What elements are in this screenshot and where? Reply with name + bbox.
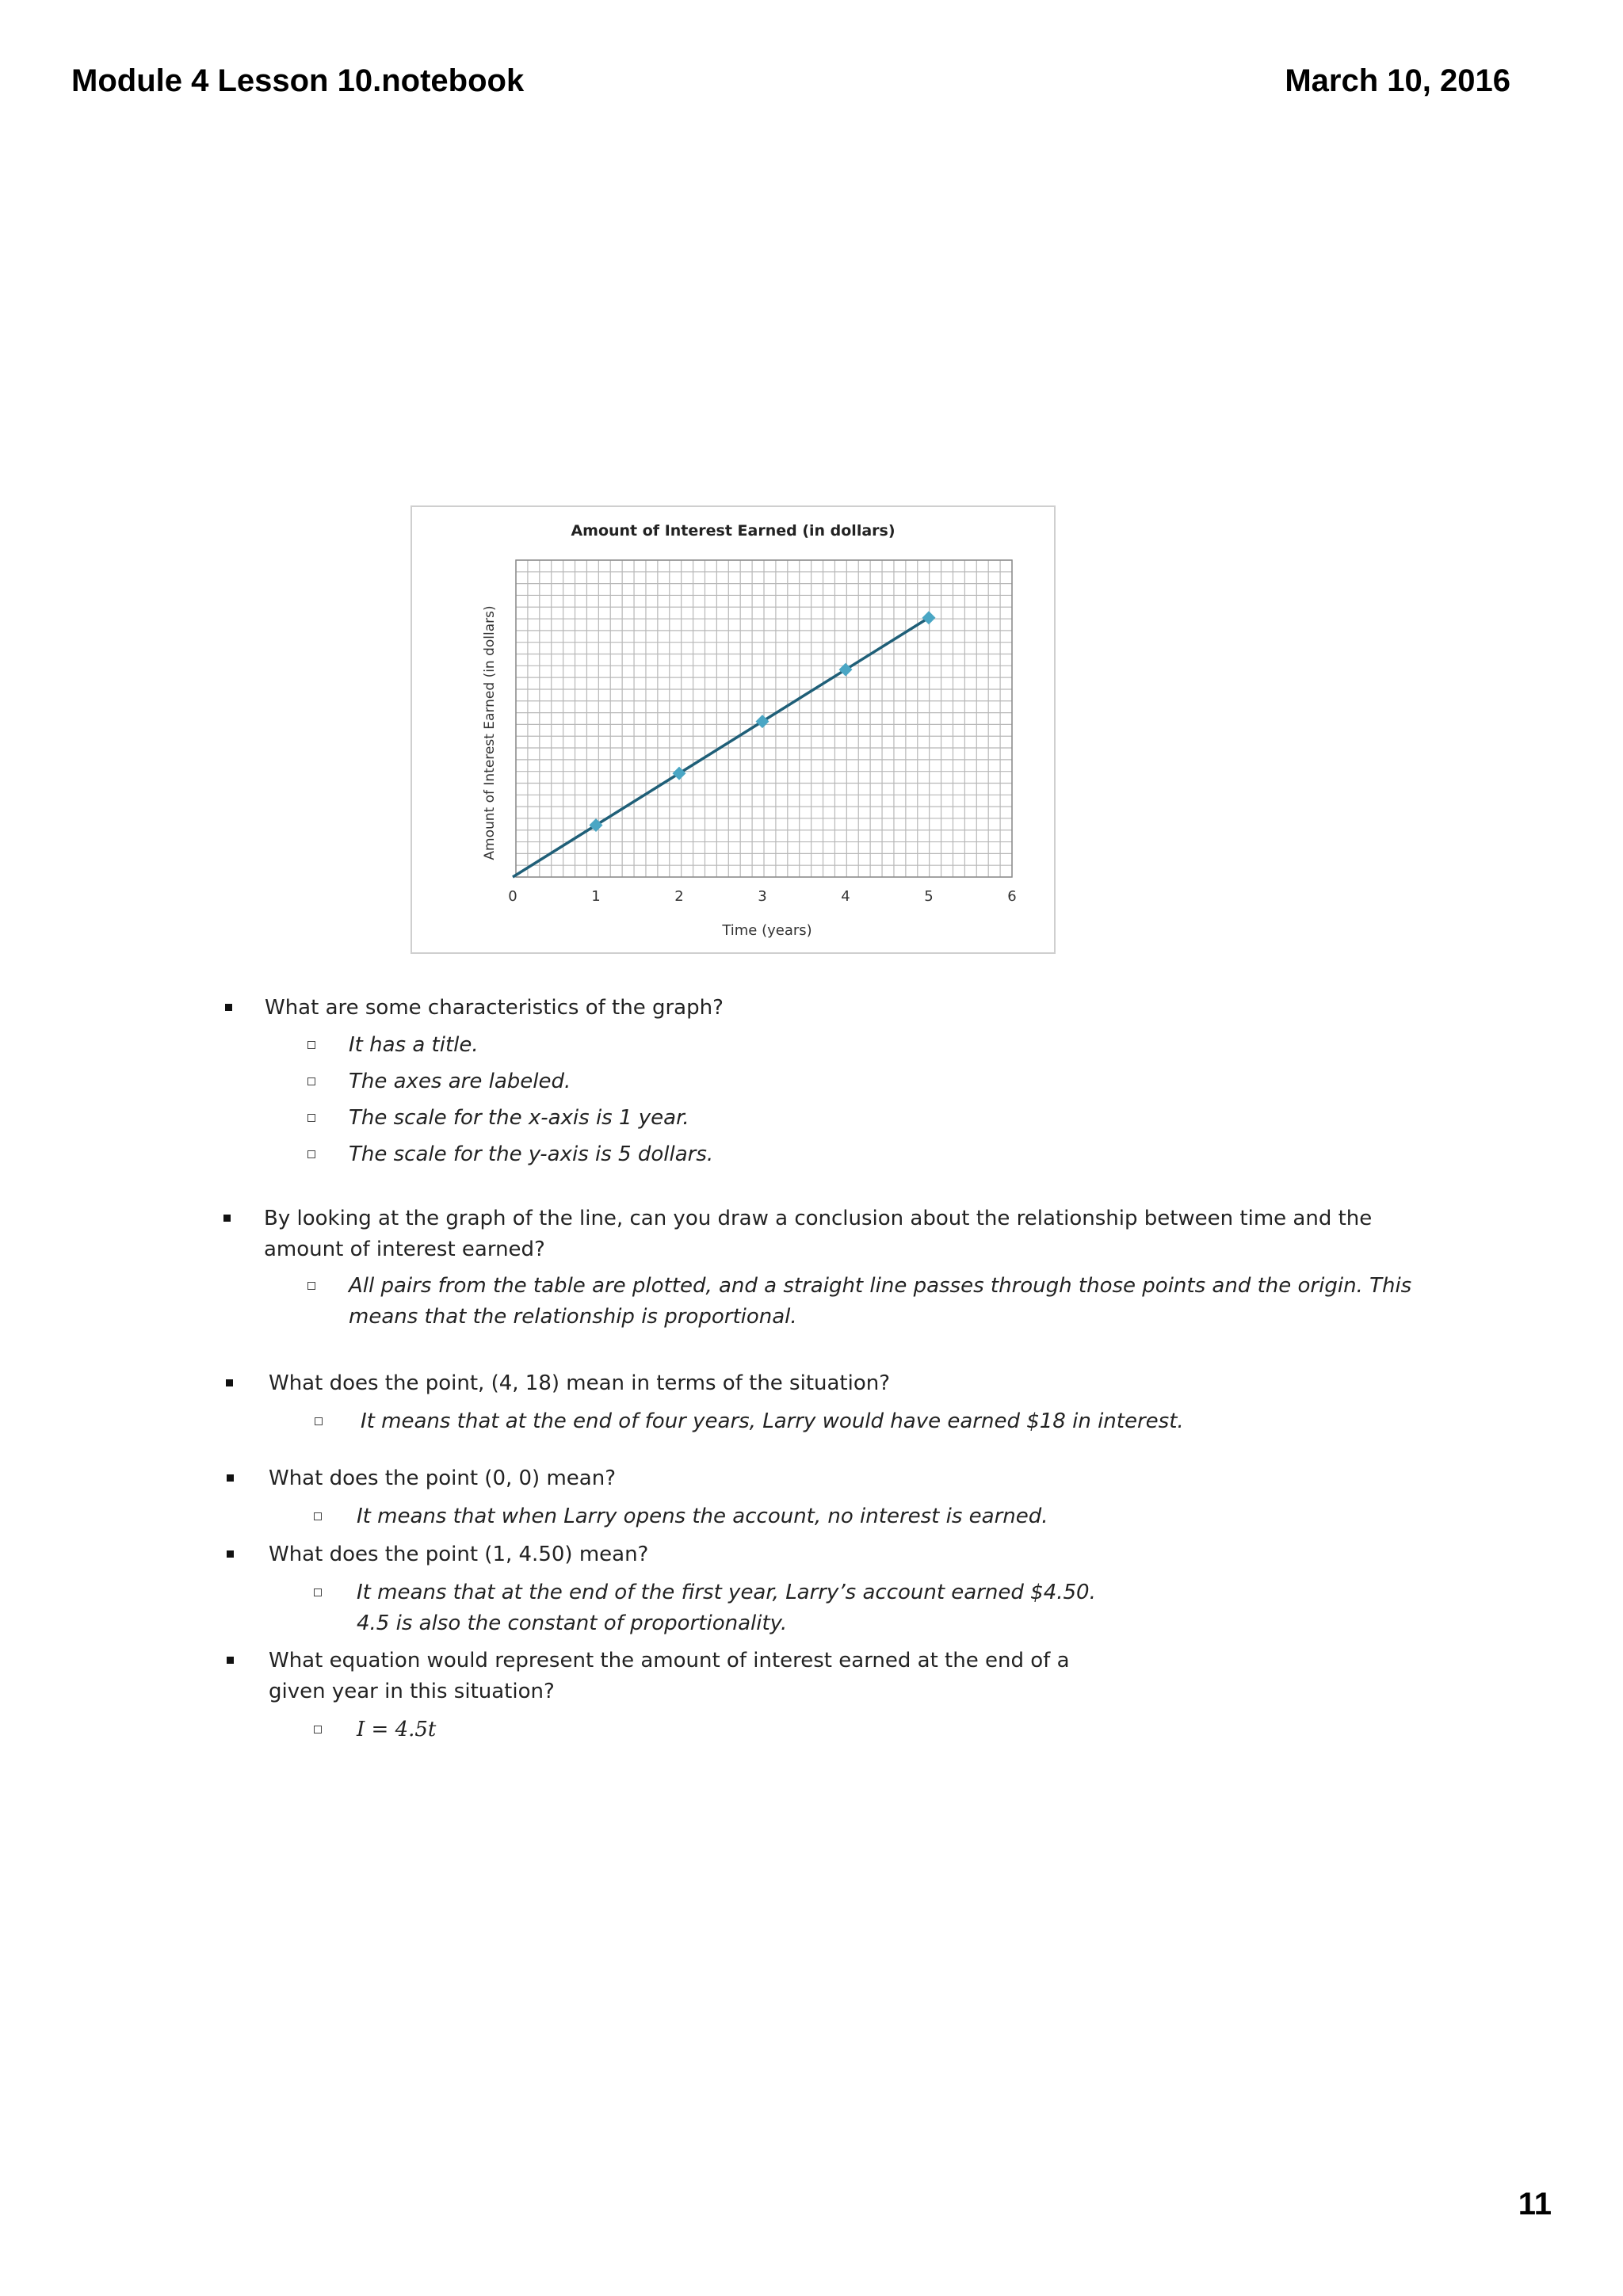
bullet bbox=[227, 1657, 234, 1664]
y-axis-label: Amount of Interest Earned (in dollars) bbox=[482, 605, 498, 860]
answer-1d: The scale for the y-axis is 5 dollars. bbox=[349, 1142, 714, 1166]
question-6-line1: What equation would represent the amount of interest earned at the end of a bbox=[269, 1649, 1070, 1672]
bullet bbox=[223, 1215, 231, 1222]
bullet bbox=[225, 1004, 232, 1011]
bullet bbox=[226, 1379, 233, 1386]
question-2-line2: amount of interest earned? bbox=[264, 1238, 545, 1261]
x-tick-label: 6 bbox=[1007, 888, 1017, 905]
answer-5-line2: 4.5 is also the constant of proportionality. bbox=[357, 1611, 788, 1635]
answer-3: It means that at the end of four years, Larry would have earned $18 in interest. bbox=[361, 1409, 1184, 1433]
data-point bbox=[839, 663, 853, 677]
sub-bullet bbox=[315, 1417, 323, 1425]
question-4: What does the point (0, 0) mean? bbox=[269, 1466, 617, 1490]
x-axis-label: Time (years) bbox=[722, 922, 812, 939]
answer-2-line1: All pairs from the table are plotted, and a straight line passes through those points and the origin. This bbox=[349, 1274, 1412, 1298]
x-tick-label: 1 bbox=[591, 888, 601, 905]
data-point bbox=[922, 611, 936, 624]
chart-title: Amount of Interest Earned (in dollars) bbox=[571, 522, 896, 540]
answer-2-line2: means that the relationship is proportional. bbox=[349, 1305, 797, 1329]
interest-chart bbox=[411, 505, 1056, 954]
bullet bbox=[227, 1474, 234, 1482]
sub-bullet bbox=[307, 1114, 315, 1122]
chart-x-ticks bbox=[508, 888, 1016, 905]
x-tick-label: 4 bbox=[841, 888, 850, 905]
answer-1b: The axes are labeled. bbox=[349, 1070, 571, 1093]
data-point bbox=[756, 715, 769, 728]
sub-bullet bbox=[314, 1726, 322, 1733]
x-tick-label: 0 bbox=[508, 888, 517, 905]
question-5: What does the point (1, 4.50) mean? bbox=[269, 1543, 649, 1566]
answer-6: I = 4.5t bbox=[357, 1718, 437, 1741]
answer-5-line1: It means that at the end of the first year, Larry’s account earned $4.50. bbox=[357, 1581, 1096, 1604]
sub-bullet bbox=[314, 1589, 322, 1596]
sub-bullet bbox=[307, 1282, 315, 1290]
sub-bullet bbox=[314, 1512, 322, 1520]
x-tick-label: 2 bbox=[674, 888, 684, 905]
sub-bullet bbox=[307, 1041, 315, 1049]
question-1: What are some characteristics of the graph? bbox=[265, 996, 724, 1020]
x-tick-label: 3 bbox=[758, 888, 767, 905]
chart-svg bbox=[412, 507, 1054, 952]
x-tick-label: 5 bbox=[924, 888, 934, 905]
notebook-date: March 10, 2016 bbox=[1285, 63, 1510, 98]
question-3: What does the point, (4, 18) mean in terms of the situation? bbox=[269, 1371, 891, 1395]
sub-bullet bbox=[307, 1077, 315, 1085]
answer-1a: It has a title. bbox=[349, 1033, 479, 1057]
data-point bbox=[673, 767, 686, 780]
answer-1c: The scale for the x-axis is 1 year. bbox=[349, 1106, 689, 1130]
notebook-title: Module 4 Lesson 10.notebook bbox=[71, 63, 525, 98]
sub-bullet bbox=[307, 1150, 315, 1158]
bullet bbox=[227, 1550, 234, 1558]
question-6-line2: given year in this situation? bbox=[269, 1680, 555, 1703]
chart-series bbox=[513, 611, 935, 877]
question-2-line1: By looking at the graph of the line, can you draw a conclusion about the relationship between time and the bbox=[264, 1207, 1373, 1230]
page-number: 11 bbox=[1518, 2187, 1552, 2222]
answer-4: It means that when Larry opens the account, no interest is earned. bbox=[357, 1505, 1048, 1528]
